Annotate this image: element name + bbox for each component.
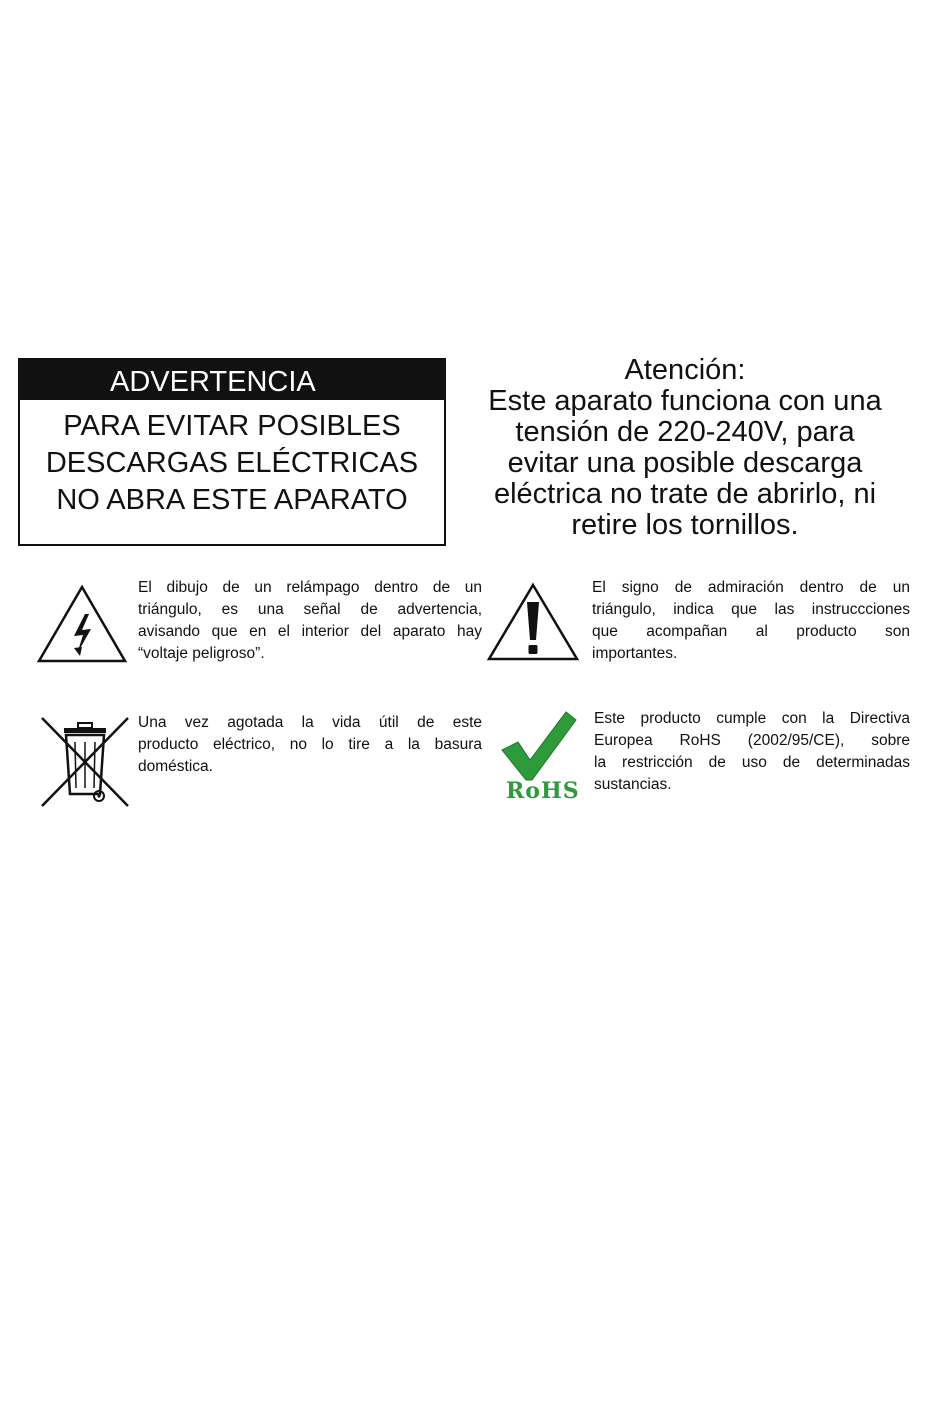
notice-exclamation-text: [592, 577, 910, 665]
notice-bin-text: [138, 712, 482, 778]
attention-line: retire los tornillos.: [571, 509, 799, 541]
notice-line: Una vez agotada la vida útil de este: [138, 714, 482, 731]
notice-line: El signo de admiración dentro de un: [592, 579, 910, 596]
notice-lightning-text: [138, 577, 482, 665]
notice-line: que acompañan al producto son: [592, 623, 910, 640]
warning-title: ADVERTENCIA: [20, 360, 444, 400]
notice-rohs-text: [594, 708, 910, 796]
notice-line: Europea RoHS (2002/95/CE), sobre: [594, 732, 910, 749]
rohs-logo: [488, 708, 582, 804]
attention-line: Este aparato funciona con una: [488, 385, 882, 417]
notice-line: El dibujo de un relámpago dentro de un: [138, 579, 482, 596]
notice-line: producto eléctrico, no lo tire a la basura: [138, 736, 482, 753]
warning-line: PARA EVITAR POSIBLES: [63, 410, 401, 442]
warning-box: [18, 358, 446, 546]
warning-line: DESCARGAS ELÉCTRICAS: [45, 447, 419, 479]
notice-line: sustancias.: [594, 776, 672, 793]
attention-line: evitar una posible descarga: [507, 447, 863, 479]
notice-line: avisando que en el interior del aparato hay: [138, 623, 482, 640]
attention-notice: [460, 355, 910, 541]
attention-heading: Atención:: [624, 354, 746, 386]
notice-line: importantes.: [592, 645, 678, 662]
notice-line: Este producto cumple con la Directiva: [594, 710, 910, 727]
crossed-bin-icon: [38, 714, 132, 810]
attention-line: tensión de 220-240V, para: [515, 416, 855, 448]
notice-line: “voltaje peligroso”.: [138, 645, 265, 662]
notice-line: triángulo, indica que las instruccciones: [592, 601, 910, 618]
rohs-label: RoHS: [506, 778, 580, 804]
exclamation-triangle-icon: [486, 582, 580, 662]
notice-line: la restricción de uso de determinadas: [594, 754, 910, 771]
attention-line: eléctrica no trate de abrirlo, ni: [493, 478, 877, 510]
lightning-triangle-icon: [36, 584, 128, 664]
warning-line: NO ABRA ESTE APARATO: [56, 484, 408, 516]
warning-body: [20, 408, 444, 519]
rohs-check-icon: [488, 708, 582, 782]
notice-line: doméstica.: [138, 758, 213, 775]
notice-line: triángulo, es una señal de advertencia,: [138, 601, 482, 618]
